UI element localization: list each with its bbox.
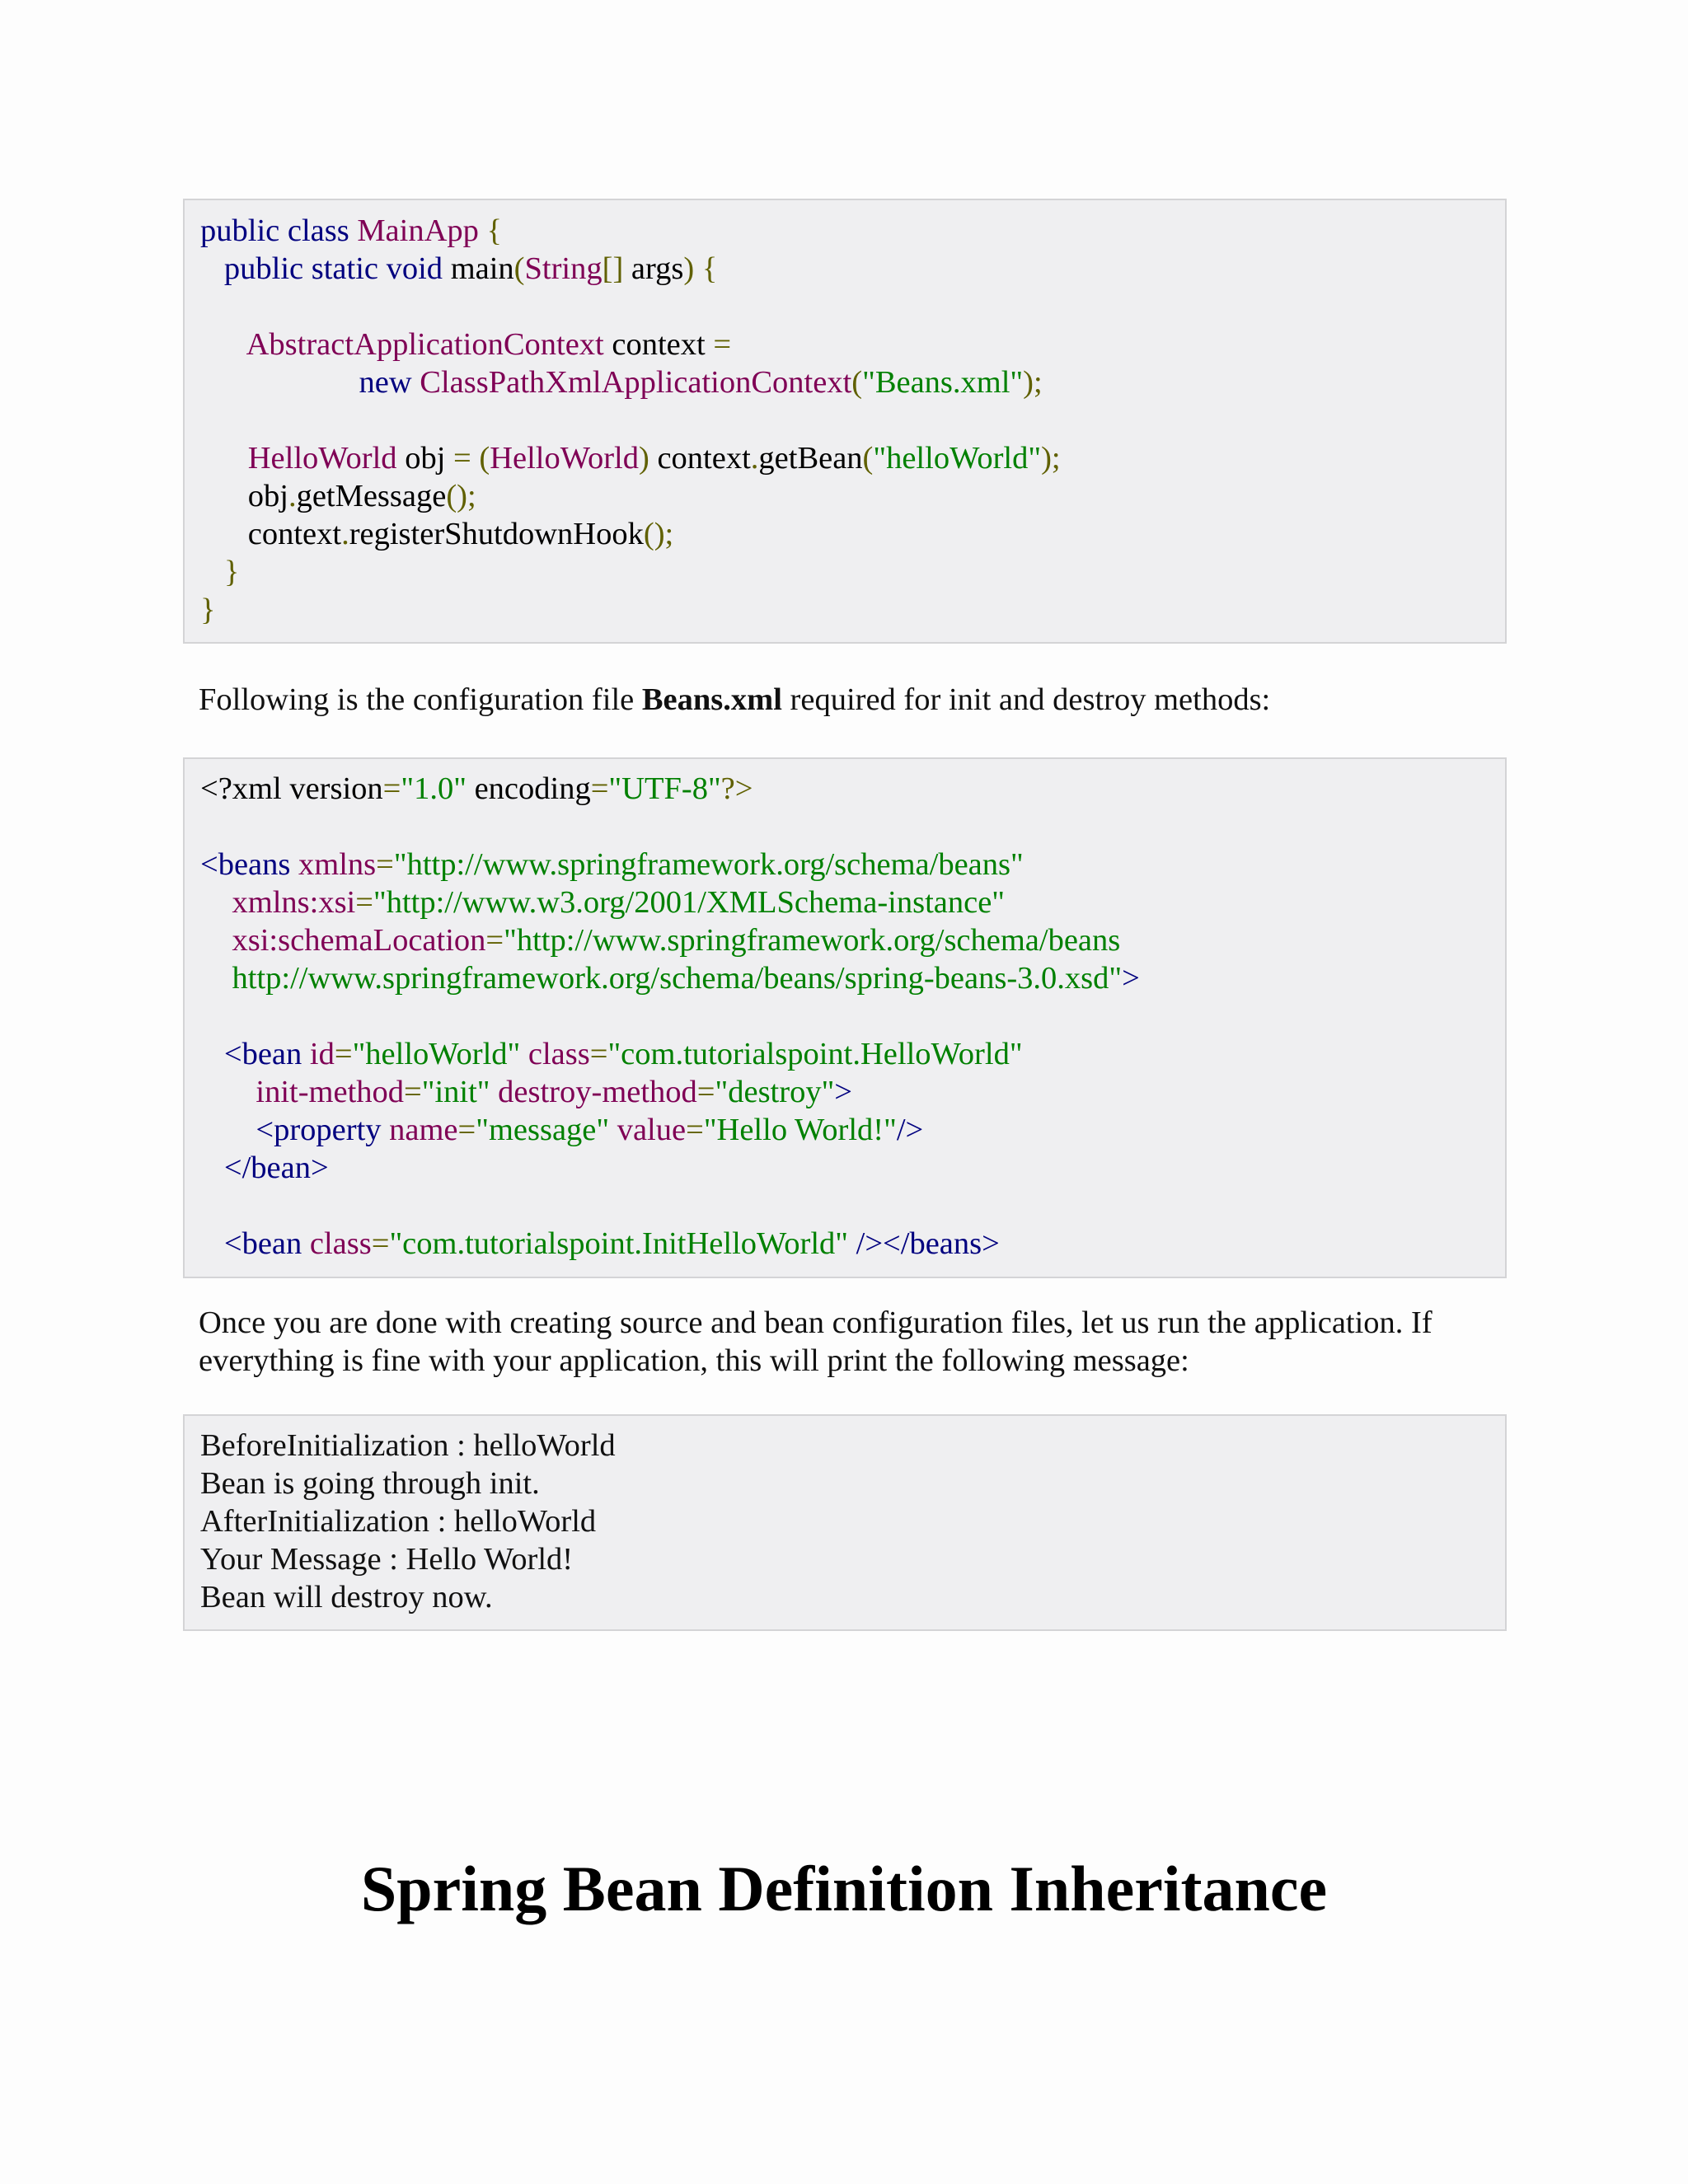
code-token: /> [896,1113,924,1147]
code-token: "com.tutorialspoint.HelloWorld" [607,1037,1023,1071]
code-token: = [485,923,504,958]
code-token: "UTF-8" [608,771,721,806]
code-token: init-method [200,1075,405,1109]
code-token: AbstractApplicationContext [200,327,604,362]
output-line: Bean will destroy now. [200,1580,493,1615]
code-token: getMessage [296,479,447,513]
code-token: = [696,1075,715,1109]
code-token: http://www.springframework.org/schema/beans/spring-beans-3.0.xsd" [200,961,1123,996]
java-code-line [200,326,731,363]
java-code-line [200,515,673,553]
xml-code-line [200,770,753,808]
code-token: ( [862,441,874,476]
xml-code-line [200,1149,329,1187]
code-token: context [200,517,342,551]
program-output-block [183,1414,1507,1631]
code-token: (); [643,517,674,551]
code-token: MainApp [357,213,479,248]
code-token: . [288,479,297,513]
output-line: Your Message : Hello World! [200,1542,574,1577]
code-token: ( [851,365,863,400]
code-token: context [603,327,714,362]
code-token: obj [396,441,454,476]
code-token: = [376,847,394,882]
xml-code-line [200,1073,852,1111]
code-token: xmlns:xsi [200,885,356,920]
xml-code-line [200,1111,923,1149]
code-token: "Beans.xml" [862,365,1024,400]
code-token: destroy-method [490,1075,697,1109]
xml-code-line [200,883,1005,921]
code-token: /></beans> [848,1226,1000,1261]
output-line: Bean is going through init. [200,1466,540,1501]
java-code-line [200,477,476,515]
code-token: public static void [200,251,451,286]
code-token: "message" [476,1113,610,1147]
xml-code-line [200,1225,1000,1263]
code-token: "Hello World!" [703,1113,897,1147]
code-token: <property [200,1113,382,1147]
xml-code-line [200,846,1024,883]
code-token: ?> [720,771,753,806]
code-token: "http://www.springframework.org/schema/beans [504,923,1121,958]
code-token: String [524,251,603,286]
code-token: public class [200,213,358,248]
code-token: HelloWorld [490,441,639,476]
code-token: > [1122,961,1140,996]
code-token: { [478,213,503,248]
code-token: xmlns [290,847,377,882]
java-code-line [200,250,717,288]
code-token: xsi:schemaLocation [200,923,486,958]
code-token: class [302,1226,372,1261]
code-token: ) [639,441,649,476]
java-code-line [200,439,1061,477]
java-code-block [183,199,1507,644]
code-token: id [302,1037,335,1071]
code-token: ); [1023,365,1043,400]
code-token: = [371,1226,390,1261]
java-code-line [200,363,1043,401]
code-token: "helloWorld" [352,1037,521,1071]
code-token: "helloWorld" [873,441,1042,476]
code-token: name [381,1113,458,1147]
code-token: = [713,327,732,362]
para1-text-after: required for init and destroy methods: [781,682,1271,717]
code-token: args [623,251,684,286]
code-token: "destroy" [715,1075,835,1109]
code-token: context [649,441,751,476]
code-token: getBean [758,441,863,476]
output-line: AfterInitialization : helloWorld [200,1504,597,1539]
code-token: . [750,441,759,476]
code-token: <bean [200,1226,302,1261]
code-token: value [609,1113,687,1147]
code-token: = ( [453,441,490,476]
code-token: ); [1041,441,1061,476]
run-instructions-line-1: Once you are done with creating source and bean configuration files, let us run the application. If [199,1305,1432,1340]
code-token: <beans [200,847,291,882]
code-token: [] [602,251,624,286]
code-token: = [355,885,373,920]
code-token: HelloWorld [200,441,397,476]
beans-xml-filename: Beans.xml [641,682,782,717]
code-token: encoding [466,771,591,806]
para1-text-before: Following is the configuration file [199,682,642,717]
java-code-line [200,553,239,591]
code-token: "http://www.w3.org/2001/XMLSchema-instance" [373,885,1006,920]
code-token: = [334,1037,353,1071]
code-token: registerShutdownHook [349,517,644,551]
code-token: ClassPathXmlApplicationContext [420,365,852,400]
code-token: > [834,1075,853,1109]
code-token: <?xml version [200,771,383,806]
code-token: "init" [421,1075,490,1109]
code-token: new [200,365,420,400]
code-token: . [341,517,349,551]
java-code-line [200,212,502,250]
code-token: = [457,1113,476,1147]
run-instructions-line-2: everything is fine with your application, this will print the following message: [199,1343,1189,1378]
code-token: "1.0" [401,771,467,806]
code-token: "http://www.springframework.org/schema/beans" [393,847,1024,882]
xml-code-line [200,921,1120,959]
code-token: </bean> [200,1151,329,1185]
code-token: } [200,593,216,627]
code-token: ( [513,251,525,286]
section-heading: Spring Bean Definition Inheritance [360,1853,1328,1924]
java-code-line [200,591,215,629]
code-token: = [404,1075,422,1109]
code-token: ) { [683,251,718,286]
code-token: <bean [200,1037,302,1071]
code-token: main [450,251,514,286]
xml-config-block [183,757,1507,1278]
config-intro-paragraph [199,681,1270,719]
code-token: class [520,1037,590,1071]
code-token: (); [446,479,476,513]
code-token: = [382,771,401,806]
code-token: obj [200,479,288,513]
xml-code-line [200,1035,1023,1073]
code-token: = [686,1113,704,1147]
code-token: } [200,555,240,589]
code-token: "com.tutorialspoint.InitHelloWorld" [389,1226,849,1261]
code-token: = [590,771,609,806]
code-token: = [589,1037,608,1071]
output-line: BeforeInitialization : helloWorld [200,1428,616,1463]
xml-code-line [200,959,1140,997]
